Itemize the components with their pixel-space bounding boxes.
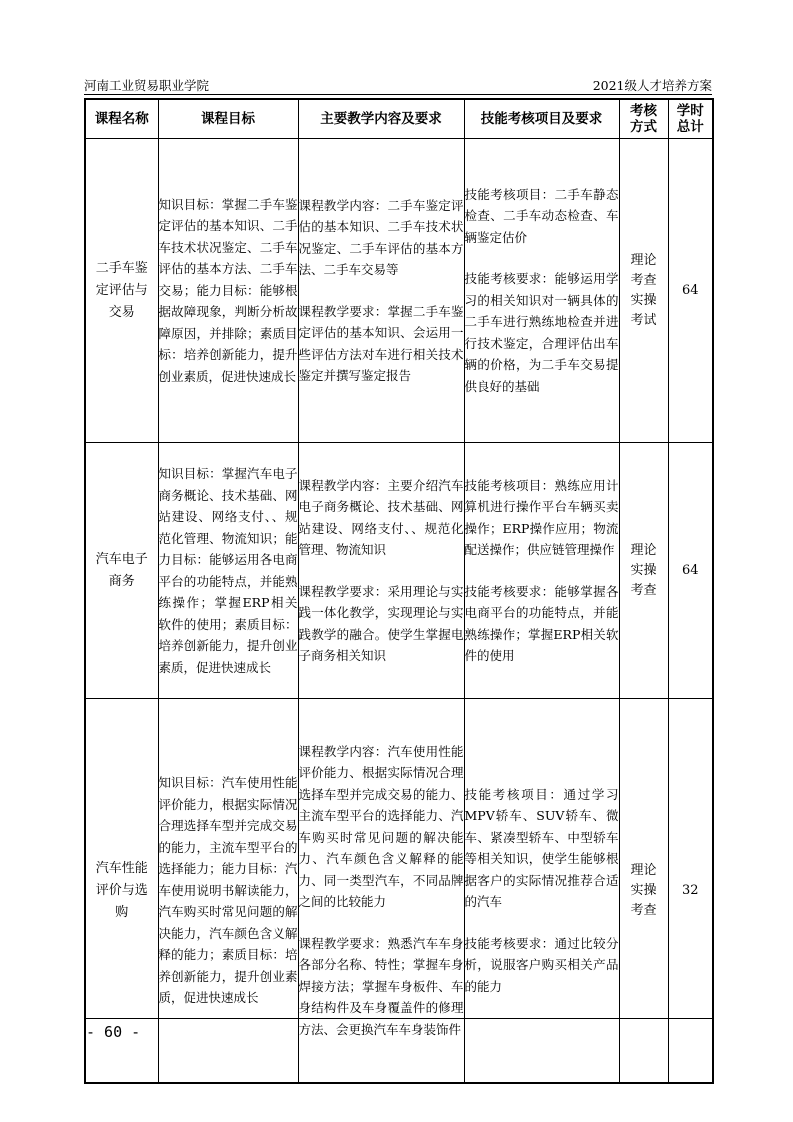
teaching-requirement: 课程教学要求：掌握二手车鉴定评估的基本知识、会运用一些评估方法对车进行相关技术鉴定并撰写鉴定报告 <box>298 303 464 383</box>
total-hours: 32 <box>668 699 713 1084</box>
institution-name: 河南工业贸易职业学院 <box>84 78 210 93</box>
col-header-objective: 课程目标 <box>158 99 298 139</box>
course-name: 二手车鉴定评估与交易 <box>85 139 158 443</box>
course-content <box>298 699 464 1084</box>
page-header <box>84 76 712 94</box>
total-hours: 64 <box>668 139 713 443</box>
footer-divider <box>84 1018 712 1019</box>
total-hours: 64 <box>668 443 713 699</box>
table-row <box>85 443 713 699</box>
teaching-content: 课程教学内容：主要介绍汽车电子商务概论、技术基础、网站建设、网络支付、、规范化管理、物流知识 <box>298 477 464 557</box>
course-table <box>84 98 714 1084</box>
assessment-method: 理论实操考查 <box>619 699 668 1084</box>
col-header-method: 考核方式 <box>619 99 668 139</box>
course-skill <box>464 139 619 443</box>
document-title: 2021级人才培养方案 <box>592 78 712 93</box>
teaching-content: 课程教学内容：汽车使用性能评价能力、根据实际情况合理选择车型并完成交易的能力、主流车型平台的选择能力、汽车购买时常见问题的解决能力、汽车颜色含义解释的能力、同一类型汽车，不同品牌之间的比较能力 <box>298 743 464 910</box>
skill-items: 技能考核项目：熟练应用计算机进行操作平台车辆买卖操作；ERP操作应用；物流配送操作；供应链管理操作 <box>464 477 619 557</box>
table-row <box>85 139 713 443</box>
skill-requirement: 技能考核要求：能够掌握各电商平台的功能特点，并能熟练操作；掌握ERP相关软件的使用 <box>464 583 619 663</box>
course-content <box>298 139 464 443</box>
skill-items: 技能考核项目：通过学习MPV轿车、SUV轿车、微车、紧凑型轿车、中型轿车等相关知识，使学生能够根据客户的实际情况推荐合适的汽车 <box>464 786 619 910</box>
assessment-method: 理论实操考查 <box>619 443 668 699</box>
col-header-content: 主要教学内容及要求 <box>298 99 464 139</box>
course-name: 汽车电子商务 <box>85 443 158 699</box>
header-divider <box>84 94 712 95</box>
course-name: 汽车性能评价与选购 <box>85 699 158 1084</box>
course-content <box>298 443 464 699</box>
course-objective: 知识目标：掌握二手车鉴定评估的基本知识、二手车技术状况鉴定、二手车评估的基本方法、二手车交易；能力目标：能够根据故障现象，判断分析故障原因，并排除；素质目标：培养创新能力，提升创业素质，促进快速成长 <box>158 139 298 443</box>
teaching-requirement: 课程教学要求：熟悉汽车车身各部分名称、特性；掌握车身焊接方法；掌握车身板件、车身结构件及车身覆盖件的修理方法、会更换汽车车身装饰件 <box>298 935 464 1037</box>
skill-requirement: 技能考核要求：通过比较分析，说服客户购买相关产品的能力 <box>464 935 619 994</box>
teaching-requirement: 课程教学要求：采用理论与实践一体化教学，实现理论与实践教学的融合。使学生掌握电子商务相关知识 <box>298 583 464 663</box>
assessment-method: 理论考查实操考试 <box>619 139 668 443</box>
col-header-skill: 技能考核项目及要求 <box>464 99 619 139</box>
skill-items: 技能考核项目：二手车静态检查、二手车动态检查、车辆鉴定估价 <box>464 186 619 245</box>
course-skill <box>464 699 619 1084</box>
course-skill <box>464 443 619 699</box>
col-header-course-name: 课程名称 <box>85 99 158 139</box>
col-header-hours: 学时总计 <box>668 99 713 139</box>
table-row <box>85 699 713 1084</box>
table-header-row <box>85 99 713 139</box>
page-number: - 60 - <box>86 1023 141 1041</box>
course-objective: 知识目标：掌握汽车电子商务概论、技术基础、网站建设、网络支付、、规范化管理、物流知识；能力目标：能够运用各电商平台的功能特点，并能熟练操作；掌握ERP相关软件的使用；素质目标：培养创新能力，提升创业素质，促进快速成长 <box>158 443 298 699</box>
course-objective: 知识目标：汽车使用性能评价能力，根据实际情况合理选择车型并完成交易的能力，主流车型平台的选择能力；能力目标：汽车使用说明书解读能力，汽车购买时常见问题的解决能力，汽车颜色含义解释的能力；素质目标：培养创新能力，提升创业素质，促进快速成长 <box>158 699 298 1084</box>
teaching-content: 课程教学内容：二手车鉴定评估的基本知识、二手车技术状况鉴定、二手车评估的基本方法、二手车交易等 <box>298 197 464 277</box>
skill-requirement: 技能考核要求：能够运用学习的相关知识对一辆具体的二手车进行熟练地检查并进行技术鉴定，合理评估出车辆的价格，为二手车交易提供良好的基础 <box>464 271 619 394</box>
